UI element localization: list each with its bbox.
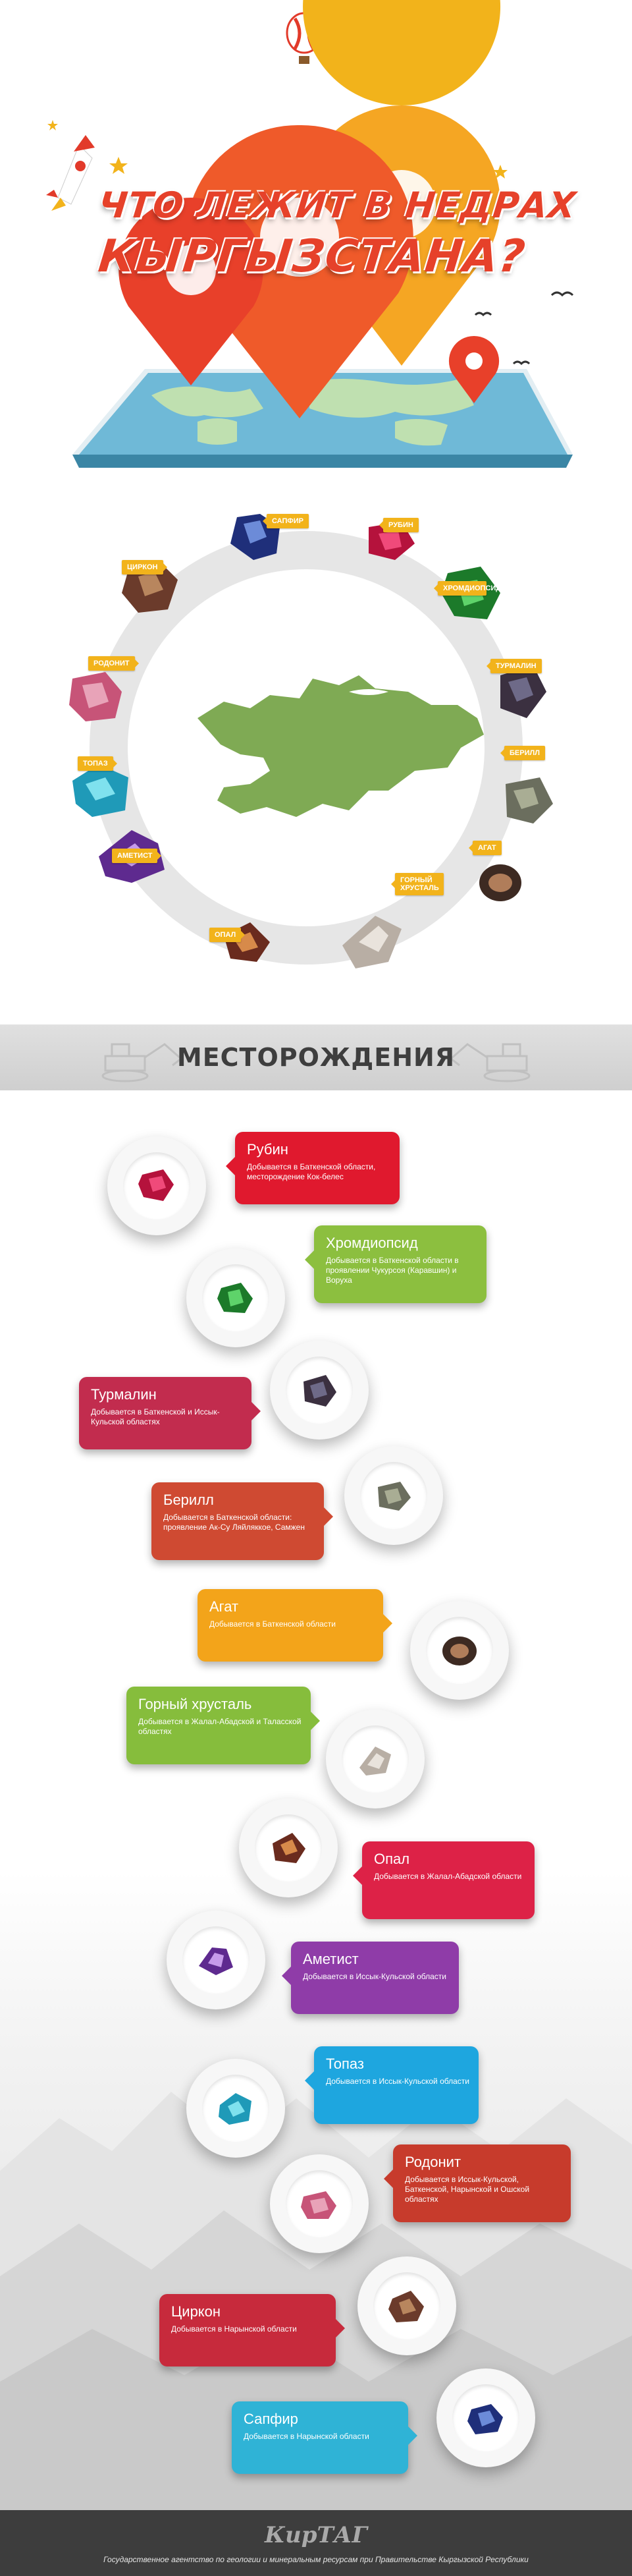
footer-logo: КирТАГ bbox=[265, 2522, 367, 2548]
chromediopside-circle bbox=[186, 1248, 285, 1347]
deposit-description: Добывается в Иссык-Кульской, Баткенской, Нарынской и Ошской областях bbox=[405, 2175, 530, 2204]
deposit-title: Родонит bbox=[405, 2154, 461, 2170]
deposit-description: Добывается в Баткенской области в проявлении Чукурсоя (Каравшин) и Воруха bbox=[326, 1256, 459, 1285]
ruby-circle bbox=[107, 1136, 206, 1235]
deposit-title: Рубин bbox=[247, 1141, 288, 1158]
header-illustration bbox=[0, 0, 632, 488]
chromediopside-stone-icon bbox=[216, 1280, 255, 1316]
section-banner bbox=[0, 1024, 632, 1090]
page-title-line1: ЧТО ЛЕЖИТ В НЕДРАХ bbox=[96, 184, 579, 226]
beryl-stone-icon bbox=[374, 1478, 413, 1514]
topaz-circle bbox=[186, 2059, 285, 2158]
deposit-description: Добывается в Иссык-Кульской области bbox=[303, 1972, 446, 1981]
deposit-card-chromediopside bbox=[314, 1225, 487, 1303]
deposit-card-crystal bbox=[126, 1687, 311, 1764]
deposit-card-tourmaline bbox=[79, 1377, 251, 1449]
ring-label-sapphire: САПФИР bbox=[267, 514, 309, 528]
deposit-description: Добывается в Баткенской области bbox=[209, 1619, 336, 1629]
rocket-icon bbox=[46, 135, 95, 211]
ring-label-agate: АГАТ bbox=[473, 841, 502, 855]
ring-label-opal: ОПАЛ bbox=[209, 928, 241, 942]
ring-label-chromediopside: ХРОМДИОПСИД bbox=[438, 581, 487, 596]
ring-label-rhodonite: РОДОНИТ bbox=[88, 656, 135, 671]
rhodonite-stone-icon bbox=[300, 2186, 339, 2222]
page-title-line2: КЫРГЫЗСТАНА? bbox=[95, 231, 529, 283]
amethyst-circle bbox=[167, 1911, 265, 2009]
deposit-card-zircon bbox=[159, 2294, 336, 2366]
amethyst-stone-icon bbox=[196, 1942, 236, 1978]
deposit-card-sapphire bbox=[232, 2401, 408, 2474]
deposit-description: Добывается в Иссык-Кульской области bbox=[326, 2077, 469, 2086]
sapphire-stone-icon bbox=[466, 2400, 506, 2436]
deposit-description: Добывается в Нарынской области bbox=[244, 2432, 369, 2441]
deposit-title: Хромдиопсид bbox=[326, 1235, 418, 1251]
beryl-stone-icon bbox=[506, 777, 553, 824]
section-title: МЕСТОРОЖДЕНИЯ bbox=[176, 1043, 456, 1072]
deposit-title: Опал bbox=[374, 1851, 410, 1867]
beryl-circle bbox=[344, 1446, 443, 1545]
deposit-card-opal bbox=[362, 1841, 535, 1919]
agate-stone-icon bbox=[479, 864, 521, 901]
deposit-title: Горный хрусталь bbox=[138, 1696, 252, 1712]
tourmaline-circle bbox=[270, 1341, 369, 1440]
deposit-title: Топаз bbox=[326, 2056, 364, 2072]
deposit-card-amethyst bbox=[291, 1942, 459, 2014]
deposit-title: Аметист bbox=[303, 1951, 359, 1967]
tourmaline-stone-icon bbox=[300, 1372, 339, 1409]
crystal-stone-icon bbox=[356, 1741, 395, 1778]
deposit-title: Сапфир bbox=[244, 2411, 298, 2427]
deposit-card-beryl bbox=[151, 1482, 324, 1560]
ring-label-ruby: РУБИН bbox=[383, 518, 419, 532]
ring-label-topaz: ТОПАЗ bbox=[78, 756, 113, 771]
tourmaline-stone-icon bbox=[500, 665, 546, 718]
crystal-circle bbox=[326, 1710, 425, 1808]
ring-label-beryl: БЕРИЛЛ bbox=[504, 746, 545, 760]
ring-label-tourmaline: ТУРМАЛИН bbox=[490, 659, 542, 673]
sapphire-circle bbox=[436, 2368, 535, 2467]
deposit-title: Турмалин bbox=[91, 1386, 157, 1403]
kyrgyzstan-map-icon bbox=[198, 675, 484, 817]
agate-stone-icon bbox=[440, 1633, 479, 1669]
ruby-stone-icon bbox=[137, 1168, 176, 1204]
ring-label-zircon: ЦИРКОН bbox=[122, 560, 163, 574]
deposit-description: Добывается в Баткенской области, месторождение Кок-белес bbox=[247, 1162, 376, 1181]
opal-stone-icon bbox=[269, 1830, 308, 1866]
deposit-title: Циркон bbox=[171, 2303, 221, 2320]
deposit-card-rhodonite bbox=[393, 2144, 571, 2222]
footer-text: Государственное агентство по геологии и минеральным ресурсам при Правительстве Кыргызской Республики bbox=[103, 2555, 529, 2564]
deposit-description: Добывается в Нарынской области bbox=[171, 2324, 297, 2334]
deposit-description: Добывается в Баткенской области: проявление Ак-Су Ляйляккое, Самжен bbox=[163, 1513, 305, 1532]
deposit-card-ruby bbox=[235, 1132, 400, 1204]
gem-ring-section bbox=[0, 488, 632, 1008]
topaz-stone-icon bbox=[216, 2090, 255, 2127]
agate-circle bbox=[410, 1601, 509, 1700]
opal-circle bbox=[239, 1799, 338, 1897]
ring-label-crystal: ГОРНЫЙ ХРУСТАЛЬ bbox=[395, 873, 444, 895]
zircon-circle bbox=[357, 2256, 456, 2355]
rhodonite-circle bbox=[270, 2154, 369, 2253]
footer bbox=[0, 2510, 632, 2576]
deposit-title: Берилл bbox=[163, 1492, 214, 1508]
deposit-description: Добывается в Жалал-Абадской области bbox=[374, 1872, 522, 1881]
deposit-card-agate bbox=[198, 1589, 383, 1662]
zircon-stone-icon bbox=[387, 2288, 427, 2324]
deposit-description: Добывается в Жалал-Абадской и Таласской областях bbox=[138, 1717, 302, 1736]
deposit-title: Агат bbox=[209, 1598, 239, 1615]
ring-label-amethyst: АМЕТИСТ bbox=[112, 849, 157, 863]
deposit-card-topaz bbox=[314, 2046, 479, 2124]
deposit-description: Добывается в Баткенской и Иссык-Кульской областях bbox=[91, 1407, 220, 1426]
